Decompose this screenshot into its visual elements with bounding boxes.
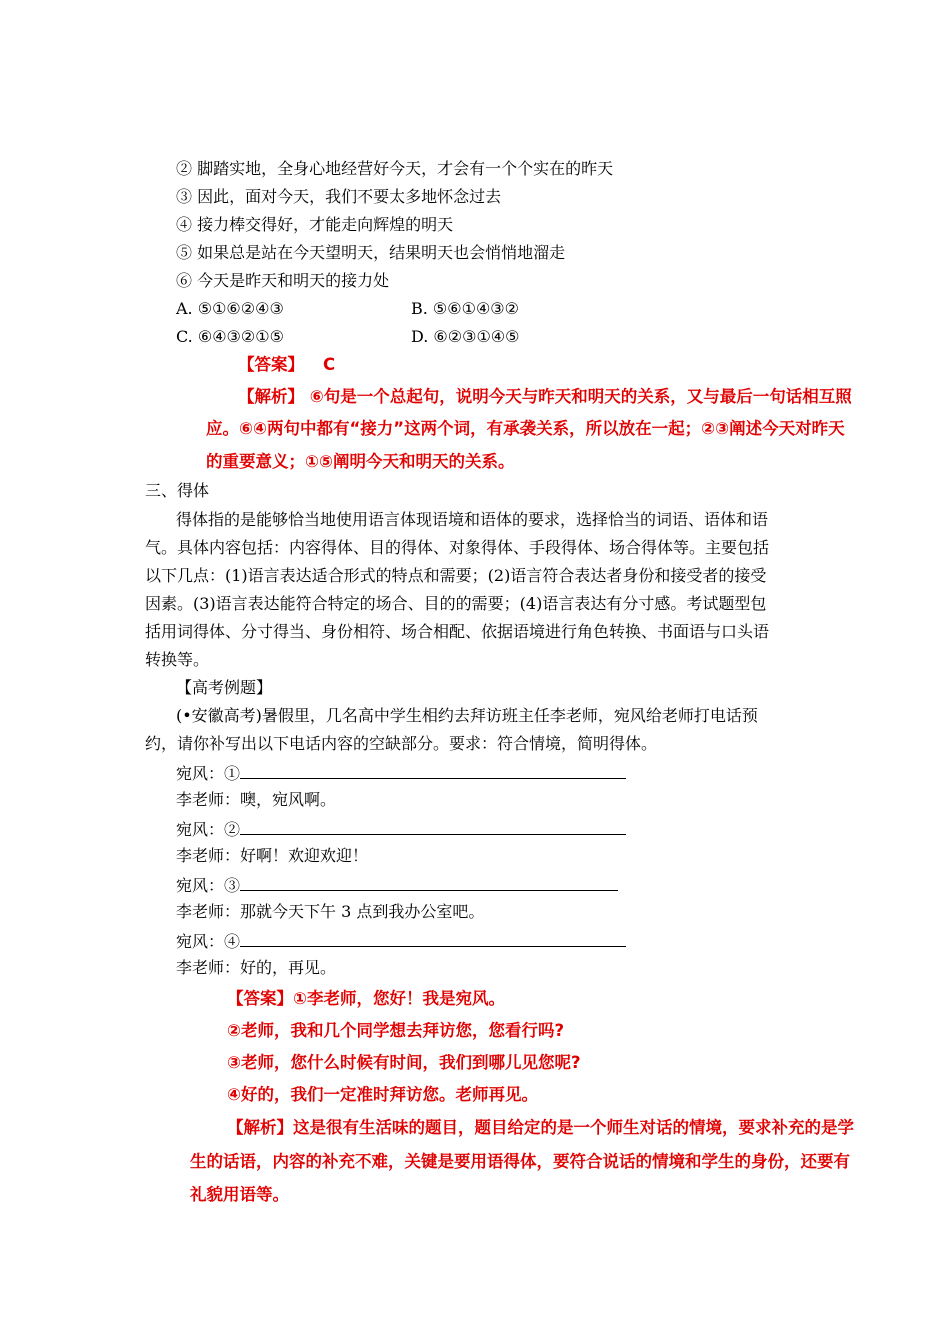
answer-blank[interactable]: [240, 930, 626, 947]
paragraph-line: 因素。(3)语言表达能符合特定的场合、目的的需要；(4)语言表达有分寸感。考试题型包: [145, 594, 767, 613]
answer-blank[interactable]: [240, 874, 618, 891]
answer-line: ②老师，我和几个同学想去拜访您，您看行吗?: [227, 1021, 565, 1040]
option-item-3: ③ 因此，面对今天，我们不要太多地怀念过去: [176, 187, 502, 206]
paragraph-line: 转换等。: [145, 650, 210, 669]
option-item-6: ⑥ 今天是昨天和明天的接力处: [176, 271, 390, 290]
analysis-line: 礼貌用语等。: [190, 1185, 289, 1204]
dialogue-line: [176, 818, 626, 840]
paragraph-line: 气。具体内容包括：内容得体、目的得体、对象得体、手段得体、场合得体等。主要包括: [145, 538, 770, 557]
dialogue-line: 李老师：噢，宛风啊。: [176, 790, 337, 809]
analysis-line: 的重要意义；①⑤阐明今天和明天的关系。: [206, 452, 515, 471]
answer-blank[interactable]: [240, 762, 626, 779]
dialogue-line: 李老师：那就今天下午 3 点到我办公室吧。: [176, 902, 485, 921]
dialogue-line: 李老师：好啊！欢迎欢迎！: [176, 846, 369, 865]
answer-line: 【答案】①李老师，您好！我是宛风。: [227, 989, 505, 1008]
answer-line: ④好的，我们一定准时拜访您。老师再见。: [227, 1085, 538, 1104]
choice-a: A. ⑤①⑥②④③: [176, 299, 284, 318]
choice-d: D. ⑥②③①④⑤: [411, 327, 520, 346]
choice-c: C. ⑥④③②①⑤: [176, 327, 284, 346]
analysis-line: 【解析】这是很有生活味的题目，题目给定的是一个师生对话的情境，要求补充的是学: [227, 1118, 854, 1137]
dialogue-speaker: 宛风：②: [176, 820, 241, 839]
dialogue-speaker: 宛风：③: [176, 876, 241, 895]
answer-value: C: [323, 355, 336, 374]
dialogue-line: [176, 874, 618, 896]
section-heading: 三、得体: [145, 481, 210, 500]
paragraph-line: 得体指的是能够恰当地使用语言体现语境和语体的要求，选择恰当的词语、语体和语: [176, 510, 769, 529]
dialogue-speaker: 宛风：④: [176, 932, 241, 951]
answer-label: 【答案】: [238, 355, 304, 374]
analysis-line: 【解析】 ⑥句是一个总起句，说明今天与昨天和明天的关系，又与最后一句话相互照: [238, 387, 852, 406]
example-heading: 【高考例题】: [176, 678, 273, 697]
paragraph-line: 以下几点：(1)语言表达适合形式的特点和需要；(2)语言符合表达者身份和接受者的接受: [145, 566, 767, 585]
question-line: (•安徽高考)暑假里，几名高中学生相约去拜访班主任李老师，宛风给老师打电话预: [176, 706, 758, 725]
choice-b: B. ⑤⑥①④③②: [411, 299, 519, 318]
analysis-line: 生的话语，内容的补充不难，关键是要用语得体，要符合说话的情境和学生的身份，还要有: [190, 1152, 850, 1171]
paragraph-line: 括用词得体、分寸得当、身份相符、场合相配、依据语境进行角色转换、书面语与口头语: [145, 622, 770, 641]
analysis-line: 应。⑥④两句中都有“接力”这两个词，有承袭关系，所以放在一起；②③阐述今天对昨天: [206, 419, 845, 438]
answer-line: ③老师，您什么时候有时间，我们到哪儿见您呢?: [227, 1053, 581, 1072]
option-item-5: ⑤ 如果总是站在今天望明天，结果明天也会悄悄地溜走: [176, 243, 566, 262]
question-line: 约，请你补写出以下电话内容的空缺部分。要求：符合情境，简明得体。: [145, 734, 658, 753]
answer-blank[interactable]: [240, 818, 626, 835]
dialogue-line: 李老师：好的，再见。: [176, 958, 337, 977]
dialogue-line: [176, 762, 626, 784]
option-item-2: ② 脚踏实地，全身心地经营好今天，才会有一个个实在的昨天: [176, 159, 614, 178]
dialogue-line: [176, 930, 626, 952]
option-item-4: ④ 接力棒交得好，才能走向辉煌的明天: [176, 215, 454, 234]
dialogue-speaker: 宛风：①: [176, 764, 241, 783]
